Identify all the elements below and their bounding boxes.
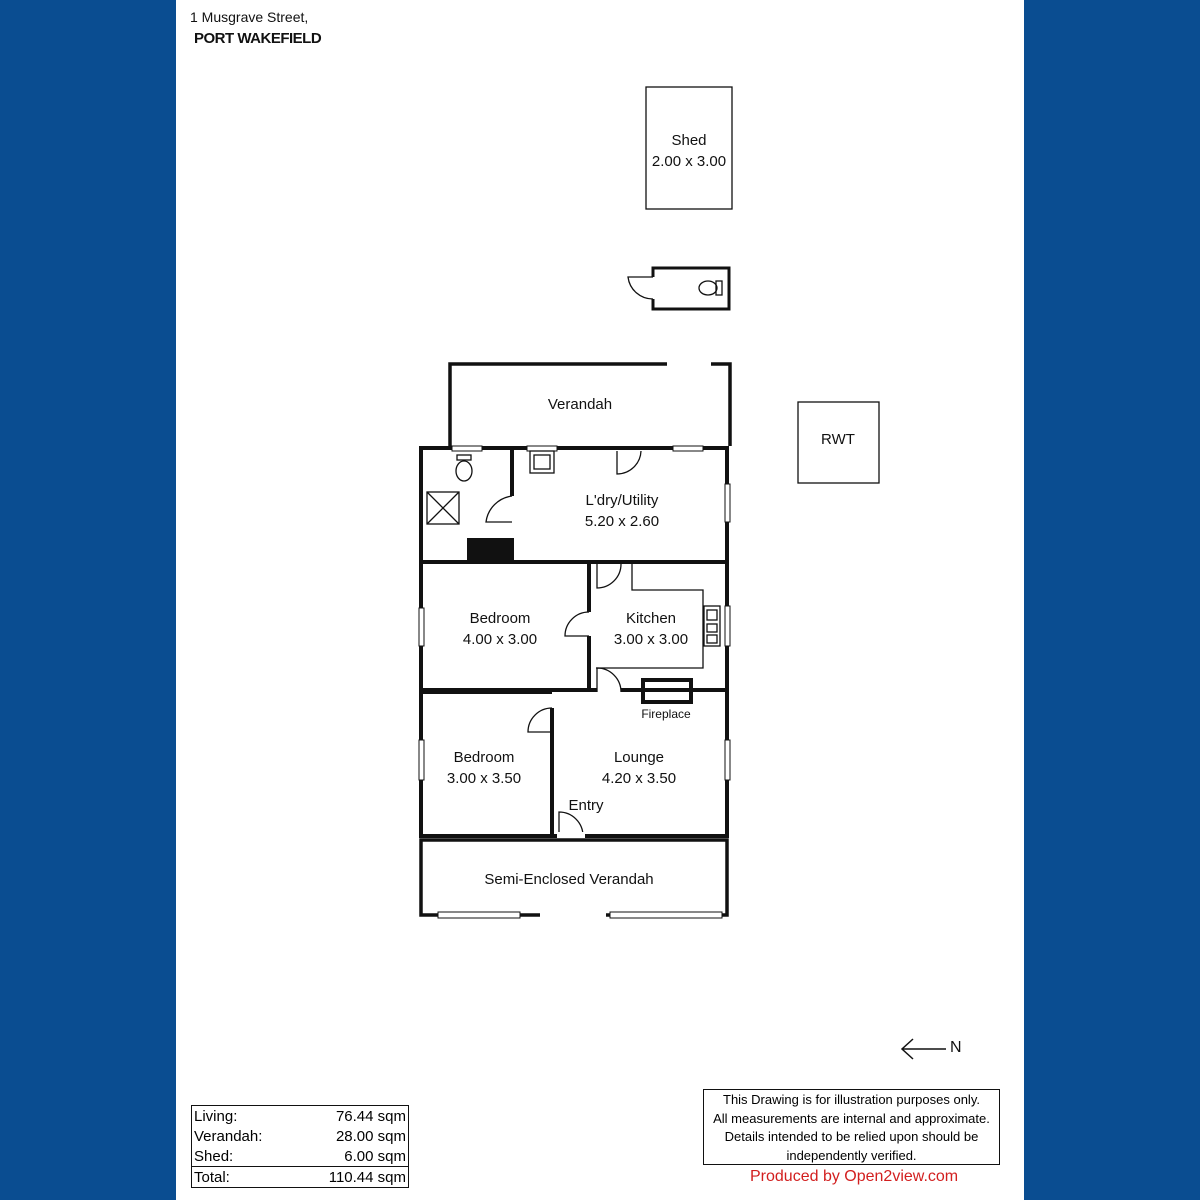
laundry-name: L'dry/Utility bbox=[585, 492, 659, 509]
area-label: Total: bbox=[192, 1167, 294, 1188]
chimney-block bbox=[467, 538, 512, 560]
kitchen-name: Kitchen bbox=[625, 610, 677, 627]
bathroom bbox=[427, 448, 512, 560]
door-swing bbox=[486, 496, 512, 522]
laundry-size: 5.20 x 2.60 bbox=[584, 513, 660, 530]
table-row bbox=[192, 1146, 409, 1167]
laundry-room bbox=[530, 451, 641, 474]
window bbox=[452, 446, 482, 451]
door-swing bbox=[617, 451, 641, 474]
door-swing bbox=[528, 708, 552, 732]
shed-size: 2.00 x 3.00 bbox=[651, 153, 727, 170]
toilet-icon bbox=[699, 281, 722, 295]
bedroom1-size: 4.00 x 3.00 bbox=[462, 631, 538, 648]
table-row bbox=[192, 1167, 409, 1188]
area-label: Shed: bbox=[194, 1147, 234, 1165]
north-label: N bbox=[950, 1039, 962, 1056]
table-row bbox=[192, 1126, 409, 1146]
disclaimer-box bbox=[703, 1089, 1000, 1165]
fireplace-label: Fireplace bbox=[641, 707, 691, 721]
bedroom1-name: Bedroom bbox=[469, 610, 531, 627]
producer-credit: Produced by Open2view.com bbox=[750, 1168, 959, 1185]
toilet-icon bbox=[456, 455, 472, 481]
disclaimer-line: This Drawing is for illustration purposes only. bbox=[723, 1092, 980, 1107]
door-swing bbox=[565, 612, 589, 636]
disclaimer-line: All measurements are internal and approximate. bbox=[713, 1110, 990, 1126]
area-label: Living: bbox=[194, 1107, 238, 1125]
window bbox=[419, 608, 424, 646]
area-value: 76.44 sqm bbox=[335, 1107, 406, 1125]
entry-label: Entry bbox=[568, 797, 604, 814]
window bbox=[610, 912, 722, 918]
window bbox=[725, 606, 730, 646]
sink-icon bbox=[530, 451, 554, 473]
bedroom2-size: 3.00 x 3.50 bbox=[446, 770, 522, 787]
verandah-label: Verandah bbox=[547, 396, 613, 413]
shower-icon bbox=[427, 492, 459, 524]
semi-verandah-label: Semi-Enclosed Verandah bbox=[484, 871, 654, 888]
lounge-size: 4.20 x 3.50 bbox=[601, 770, 677, 787]
window bbox=[438, 912, 520, 918]
door-swing bbox=[597, 564, 621, 588]
area-label: Verandah: bbox=[194, 1127, 263, 1145]
window bbox=[725, 484, 730, 522]
bedroom2-name: Bedroom bbox=[453, 749, 515, 766]
window bbox=[725, 740, 730, 780]
window bbox=[527, 446, 557, 451]
rwt-label: RWT bbox=[821, 431, 855, 448]
area-value: 6.00 sqm bbox=[344, 1147, 406, 1165]
disclaimer-line: independently verified. bbox=[786, 1147, 917, 1163]
window bbox=[673, 446, 703, 451]
address-suburb: PORT WAKEFIELD bbox=[194, 30, 322, 47]
door-swing bbox=[597, 668, 621, 692]
disclaimer-line: Details intended to be relied upon should be bbox=[724, 1129, 979, 1144]
lounge-name: Lounge bbox=[613, 749, 665, 766]
area-value: 110.44 sqm bbox=[294, 1167, 409, 1188]
cooktop-icon bbox=[704, 606, 720, 646]
area-summary-table bbox=[191, 1105, 409, 1188]
outdoor-toilet bbox=[628, 268, 729, 309]
address-street: 1 Musgrave Street, bbox=[190, 9, 309, 25]
arrow-left-icon bbox=[902, 1039, 946, 1059]
window bbox=[419, 740, 424, 780]
table-row bbox=[192, 1106, 409, 1127]
shed-name: Shed bbox=[671, 132, 707, 149]
kitchen-size: 3.00 x 3.00 bbox=[613, 631, 689, 648]
area-value: 28.00 sqm bbox=[335, 1127, 406, 1145]
